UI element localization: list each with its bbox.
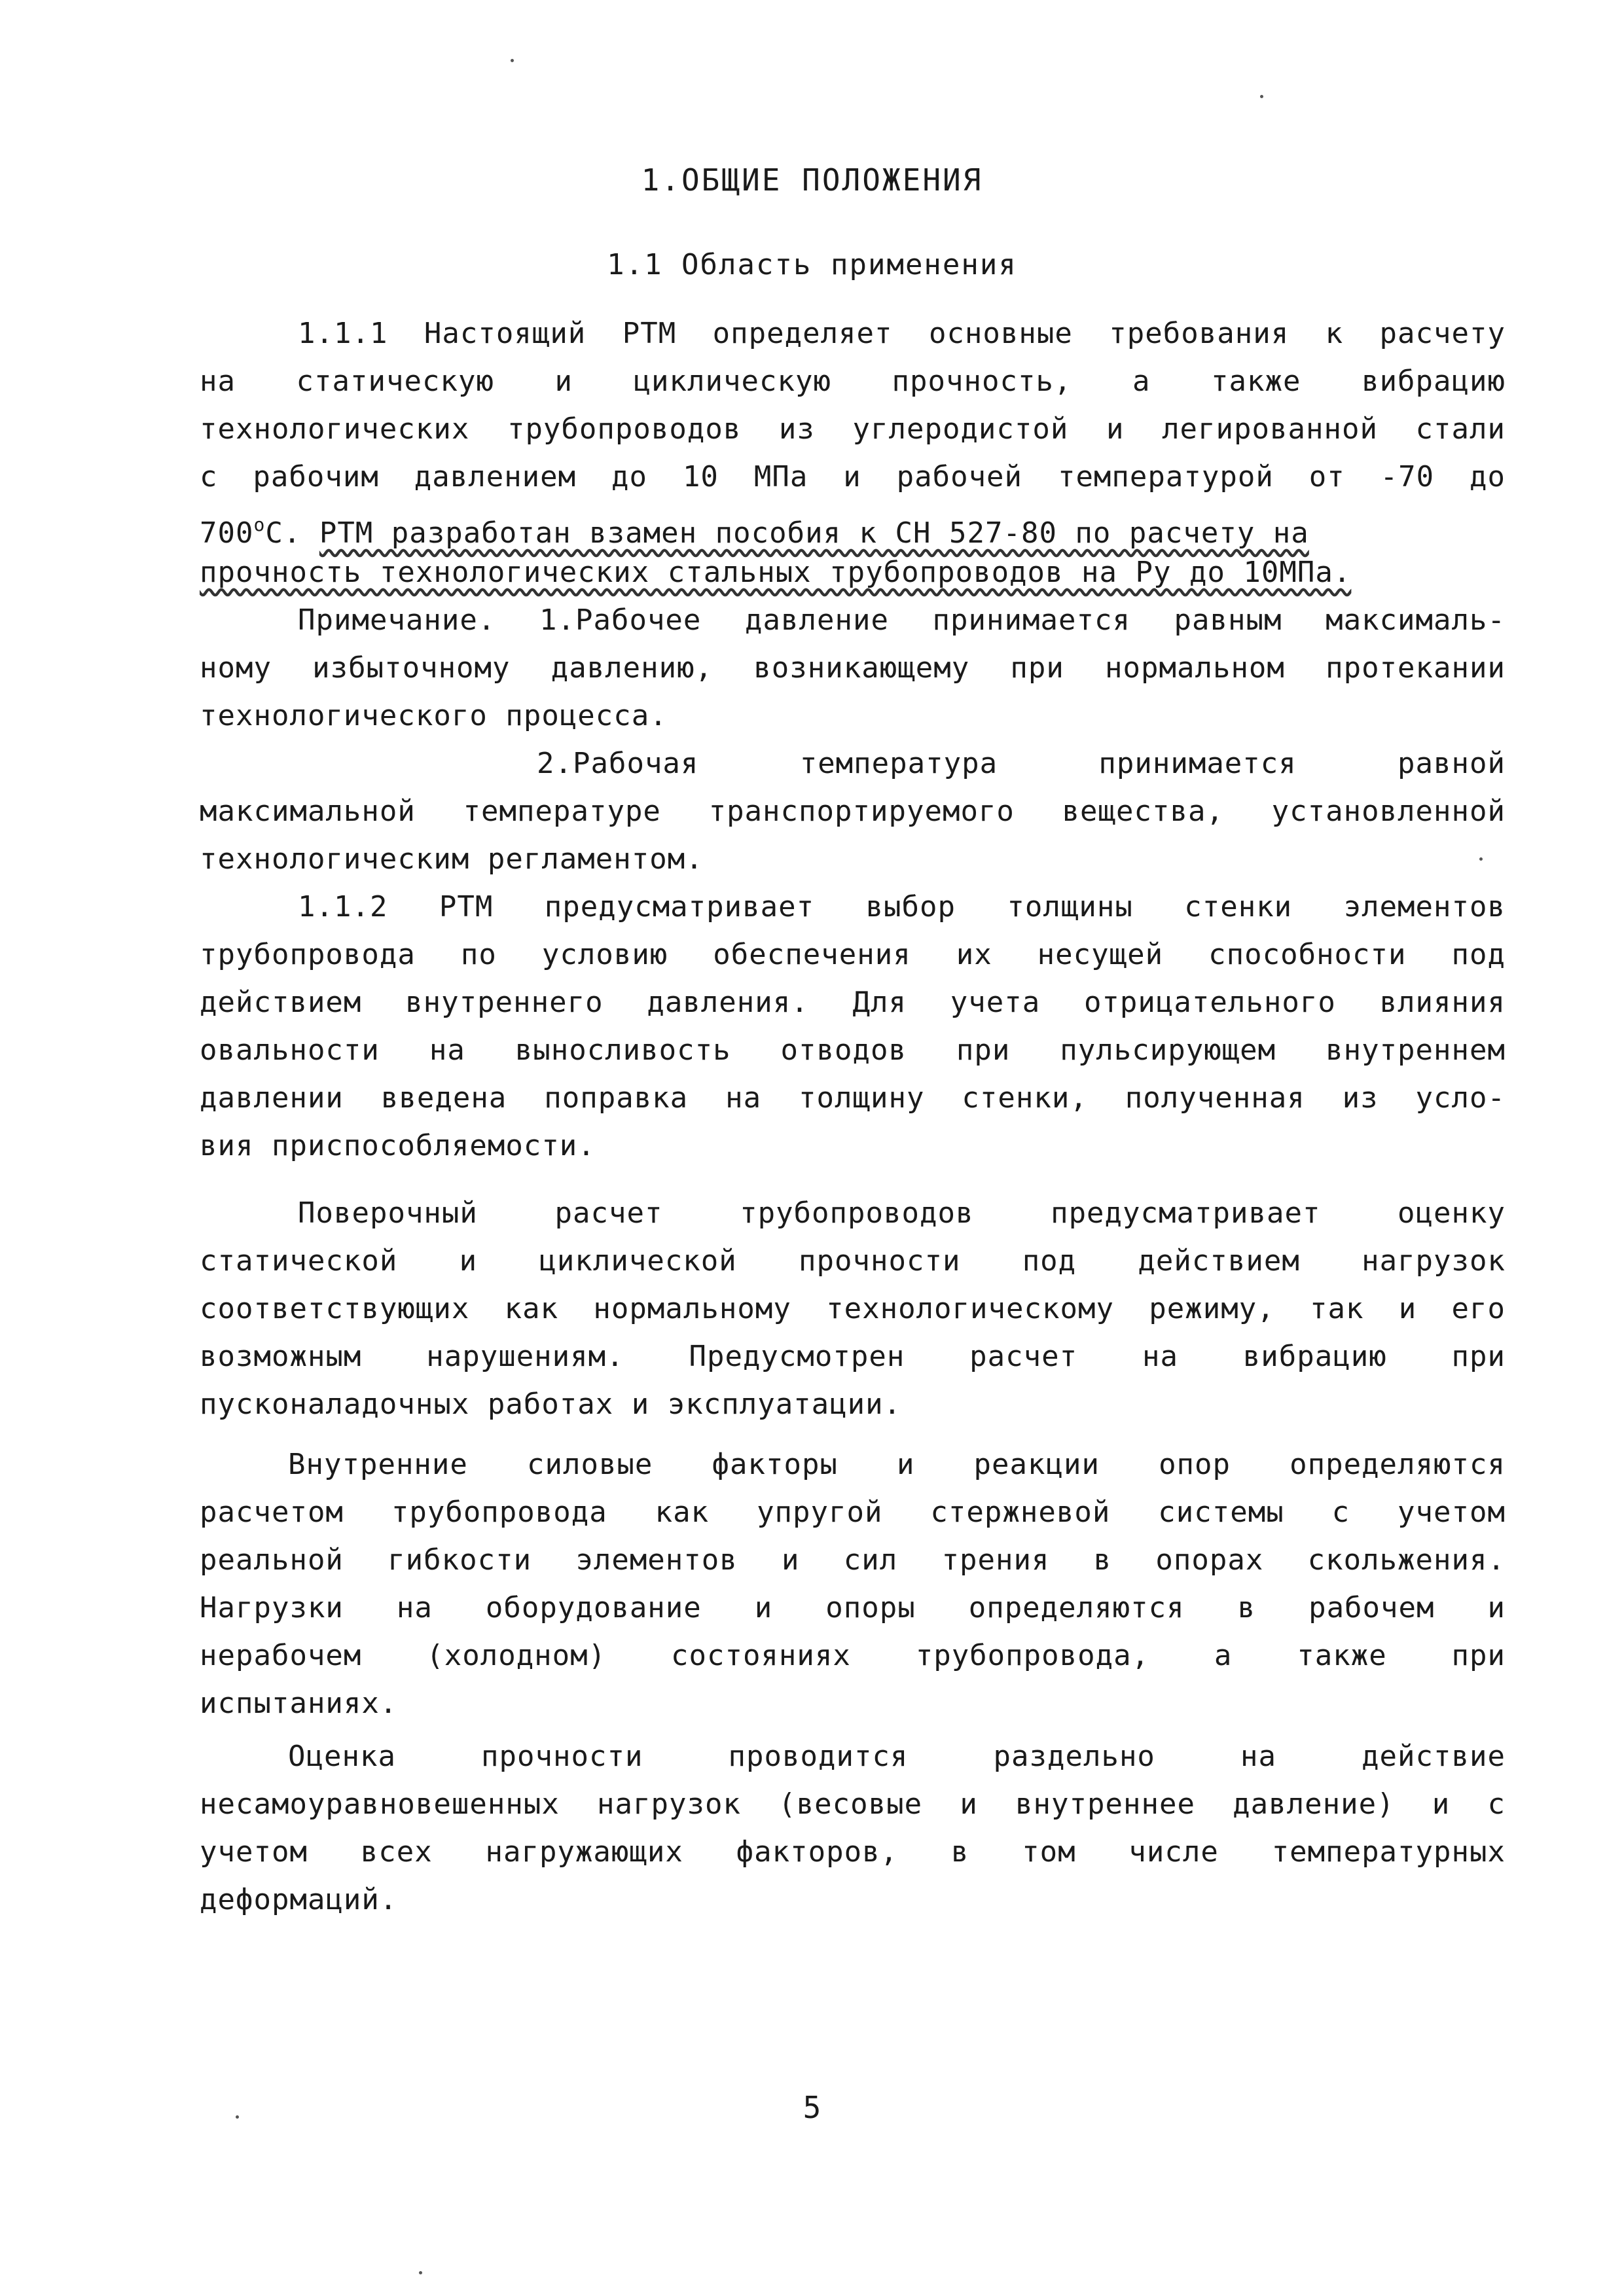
verification-line-3: соответствующих как нормальному технологическому режиму, так и его <box>200 1292 1506 1325</box>
clause-1-1-1-line-5 <box>200 505 1506 553</box>
note-line-4: 2.Рабочая температура принимается равной <box>537 747 1506 780</box>
note-line-6: технологическим регламентом. <box>200 842 704 876</box>
page-number: 5 <box>803 2090 821 2125</box>
clause-1-1-2-line-4: овальности на выносливость отводов при пульсирующем внутреннем <box>200 1033 1506 1067</box>
note-line-3: технологического процесса. <box>200 699 668 732</box>
clause-1-1-1-line-6 <box>200 553 1506 592</box>
clause-1-1-1-line-3: технологических трубопроводов из углеродистой и легированной стали <box>200 412 1506 446</box>
verification-line-4: возможным нарушениям. Предусмотрен расчет на вибрацию при <box>200 1340 1506 1373</box>
note-line-1: Примечание. 1.Рабочее давление принимается равным максималь- <box>298 603 1506 637</box>
clause-1-1-2-line-3: действием внутреннего давления. Для учета отрицательного влияния <box>200 986 1506 1019</box>
degree-superscript: о <box>253 514 266 535</box>
assessment-line-2: несамоуравновешенных нагрузок (весовые и внутреннее давление) и с <box>200 1787 1506 1821</box>
temperature-value: 700 <box>200 516 254 550</box>
scan-speck <box>419 2271 422 2274</box>
scan-speck <box>236 2115 239 2119</box>
clause-1-1-1-line-1: 1.1.1 Настоящий РТМ определяет основные требования к расчету <box>298 317 1506 350</box>
note-line-2: ному избыточному давлению, возникающему при нормальном протекании <box>200 651 1506 685</box>
forces-line-2: расчетом трубопровода как упругой стержневой системы с учетом <box>200 1496 1506 1529</box>
clause-1-1-1-line-4: с рабочим давлением до 10 МПа и рабочей температурой от -70 до <box>200 460 1506 493</box>
replacement-note-part-1: РТМ разработан взамен пособия к СН 527-80 по расчету на <box>319 516 1309 550</box>
forces-line-1: Внутренние силовые факторы и реакции опор определяются <box>288 1448 1506 1481</box>
forces-line-6: испытаниях. <box>200 1687 398 1720</box>
verification-line-2: статической и циклической прочности под действием нагрузок <box>200 1244 1506 1278</box>
clause-1-1-2-line-1: 1.1.2 РТМ предусматривает выбор толщины стенки элементов <box>298 890 1506 924</box>
scan-speck <box>1479 857 1483 861</box>
clause-1-1-2-line-6: вия приспособляемости. <box>200 1129 596 1162</box>
section-subtitle: 1.1 Область применения <box>607 248 1017 281</box>
scan-speck <box>1260 95 1263 98</box>
note-line-5: максимальной температуре транспортируемого вещества, установленной <box>200 795 1506 828</box>
assessment-line-3: учетом всех нагружающих факторов, в том числе температурных <box>200 1835 1506 1869</box>
forces-line-4: Нагрузки на оборудование и опоры определяются в рабочем и <box>200 1591 1506 1624</box>
verification-line-1: Поверочный расчет трубопроводов предусматривает оценку <box>298 1196 1506 1230</box>
section-title: 1.ОБЩИЕ ПОЛОЖЕНИЯ <box>641 162 983 198</box>
replacement-note-part-2: прочность технологических стальных трубопроводов на Ру до 10МПа. <box>200 556 1352 589</box>
scan-speck <box>511 59 514 62</box>
temperature-unit: С. <box>265 516 319 550</box>
forces-line-5: нерабочем (холодном) состояниях трубопровода, а также при <box>200 1639 1506 1672</box>
forces-line-3: реальной гибкости элементов и сил трения в опорах скольжения. <box>200 1543 1506 1577</box>
verification-line-5: пусконаладочных работах и эксплуатации. <box>200 1388 902 1421</box>
clause-1-1-2-line-5: давлении введена поправка на толщину стенки, полученная из усло- <box>200 1081 1506 1115</box>
clause-1-1-1-line-2: на статическую и циклическую прочность, а также вибрацию <box>200 365 1506 398</box>
clause-1-1-2-line-2: трубопровода по условию обеспечения их несущей способности под <box>200 938 1506 971</box>
assessment-line-1: Оценка прочности проводится раздельно на действие <box>288 1740 1506 1773</box>
assessment-line-4: деформаций. <box>200 1883 398 1916</box>
